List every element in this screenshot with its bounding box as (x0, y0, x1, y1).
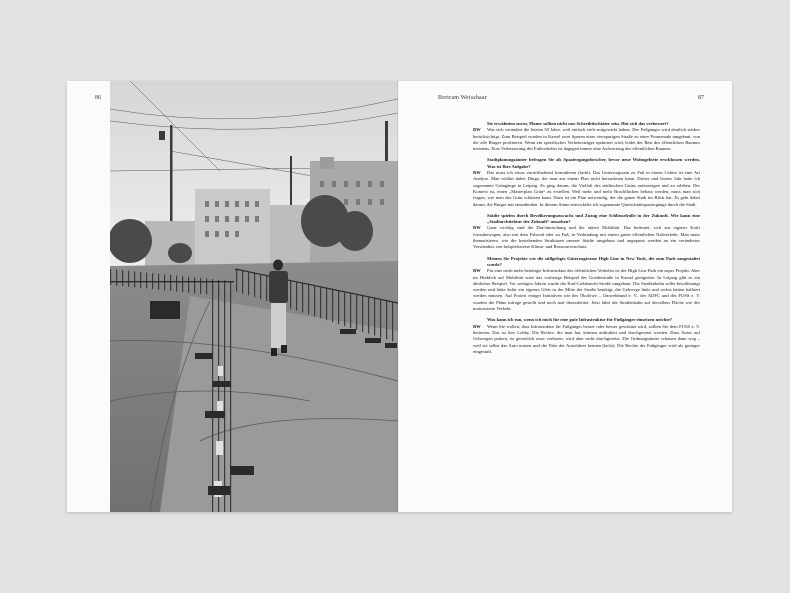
question-5: Was kann ich tun, wenn ich mich für eine gute Infrastruktur für Fußgänger einsetzen möchte? (487, 317, 673, 323)
speaker-tag: BW (473, 268, 481, 274)
speaker-tag: BW (473, 127, 481, 133)
interview-text (473, 121, 700, 360)
running-head: Bertram Weisshaar (438, 95, 487, 101)
speaker-tag: BW (473, 225, 481, 231)
left-page (67, 81, 398, 512)
answer-2: BW Das muss ich etwas zurückhaltend formulieren (lacht). Das Unterwegssein zu Fuß in einem Gebiet ist eine Art Analyse. Man erfährt dabei Dinge, die man aus einem Plan nicht herauslesen kann. Dieses und letztes Jahr hatte ich sogenannte Grüngänge in Leipzig. Es ging darum, die Vielfalt des städtischen Grüns aufzuzeigen und zu erleben. Der Kontext ist, einen „Masterplan Grün“ zu erstellen. Weil mehr und mehr Brachflächen bebaut werden, muss man sich fragen, wie man das Grün schützen kann. Dazu ist ein Plan notwendig, der die ganze Stadt im Blick hat. Es geht dabei darum, die Bürger mit einzubinden. In diesem Sinne entwickelte ich sogenannte Querschnittspaziergänge durch die Stadt. (473, 170, 700, 207)
question-1: Sie erwähnten zuvor, Planer sollten nicht nur Schreibtischtäter sein. Hat sich das verbessert? (487, 121, 669, 126)
speaker-tag: BW (473, 323, 481, 329)
speaker-tag: BW (473, 170, 481, 176)
answer-1: BW Was sich verändert die letzten 50 Jahre, weil einfach viele mitgewirkt haben: Der Fußgänger wird deutlich stärker berücksichtigt. Zum Beispiel wurden in Kassel zwei Spuren einer vierspurigen Straße zu einer Promenade umgebaut, von der alle Bürger profitieren. Wenn ein spezifisches Verkehrsträger optimiert wird, leidet der Rest des öffentlichen Raumes meistens. Eine Verbesserung des Fußverkehrs ist dagegen immer eine Aufwertung des öffentlichen Raumes. (473, 127, 700, 152)
book-spread (67, 81, 732, 512)
right-page-number: 87 (698, 95, 704, 101)
question-3: Städte spielen durch Bevölkerungszuwachs und Zuzug eine Schlüsselrolle in der Zukunft. Wie kann eine „Stadtarchitektur der Zukunft“ aussehen? (487, 212, 700, 225)
question-2: Stadtplanungsämter befragen Sie als Spaziergangsforscher, bevor neue Wohngebiete erschlossen werden. Was ist Ihre Aufgabe? (487, 157, 700, 169)
right-page (398, 81, 732, 512)
pedestrian (269, 260, 288, 357)
answer-4: BW Für eine nicht mehr benötigte Infrastruktur des öffentlichen Verkehrs ist der High Line Park ein super Projekt. Aber im Hinblick auf Mobilität wäre das vorherige Beispiel der Goethestraße in Kassel geeigneter. In Leipzig gibt es ein ähnliches Beispiel. Vor wenigen Jahren wurde die Karl-Liebknecht-Straße umgebaut. Die Straßenbahn sollte beschleunigt werden und hätte dafür ein eigenes Gleis in der Mitte der Straße benötigt, die Gehwege links und rechts hätten halbiert werden müssen. Auf Protest einiger Initiativen wie des Ökolöwe – Umweltbund e. V., der ADFC und des FUSS e. V. wurden die Pläne infrage gestellt und noch mal überarbeitet. Jetzt fährt die Straßenbahn auf derselben Fläche wie der motorisierte Verkehr. (473, 268, 700, 312)
question-4: Meinen Sie Projekte wie die stillgelegte Güterzugtrasse High Line in New York, die zum Park umgestaltet wurde? (487, 255, 700, 267)
street-construction-photo (110, 81, 398, 512)
answer-3: BW Ganz wichtig sind die Durchmischung und die aktive Mobilität. Das bedeutet, sich aus eigener Kraft fortzubewegen, also mit dem Fahrrad oder zu Fuß, in Verbindung mit einem guten öffentlichen Nahverkehr. Man muss thematisieren, wie die bestehenden Strukturen unserer Städte umgebaut und angepasst werden an ein verändertes Verständnis von beispielsweise Klima- und Ressourcenschutz. (473, 225, 700, 250)
answer-5: BW Wenn Sie wollen, dass Infrastruktur für Fußgänger besser oder besser geschützt wird, sollten Sie dem FUSS e. V. beitreten. Das ist ihre Lobby. Die Rechte, die man hat, können artikuliert und durchgesetzt werden. Dass Autos auf Gehwegen parken, ist gesetzlich zwar verboten, wird aber nicht durchgesetzt. Die Ordnungsämter schauen dann weg – weil sie selbst das Auto nutzen und die Nöte der Autofahrer kennen (lacht). Die Rechte der Fußgänger wird als geringer eingestuft. (473, 323, 700, 354)
left-page-number: 86 (95, 95, 101, 101)
